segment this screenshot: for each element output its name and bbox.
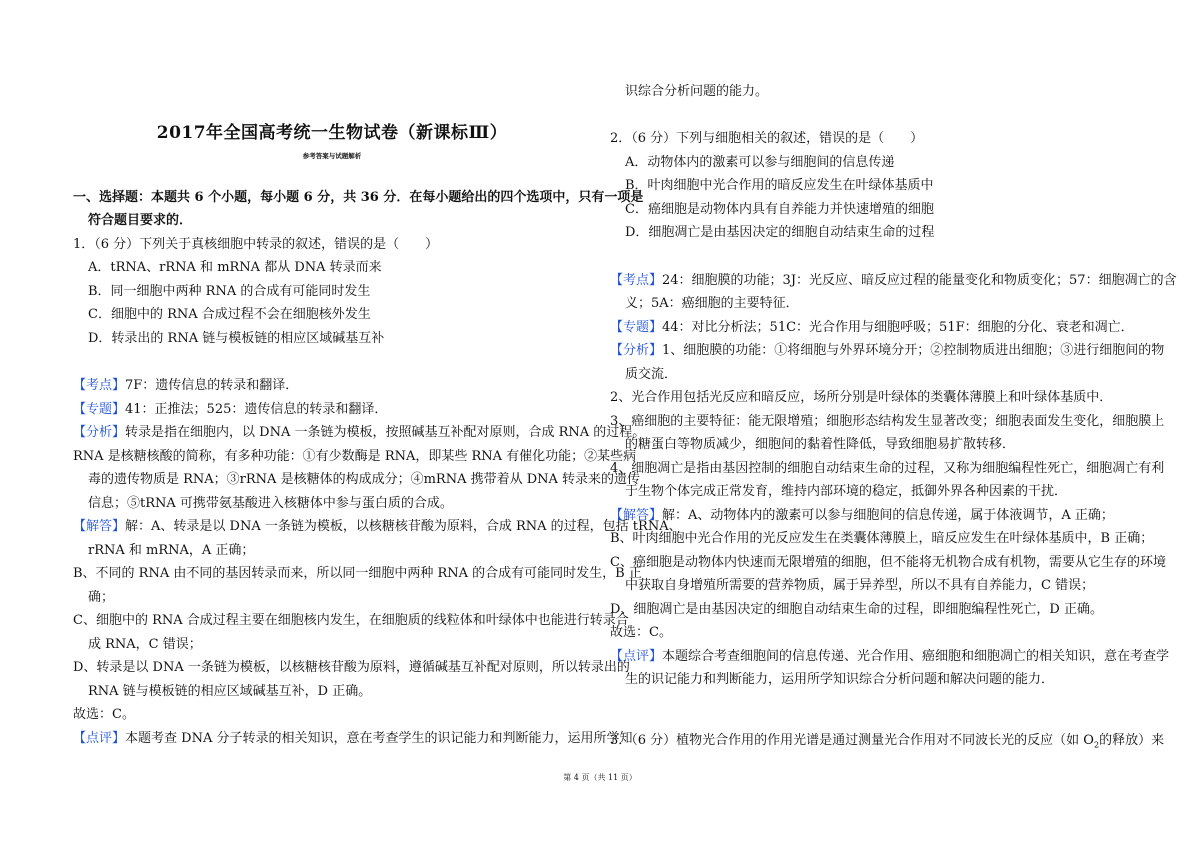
- line-text: 44：对比分析法；51C：光合作用与细胞呼吸；51F：细胞的分化、衰老和凋亡．: [662, 320, 1134, 335]
- line-text: 故选：C。: [73, 707, 135, 722]
- line-text: B、叶肉细胞中光合作用的光反应发生在类囊体薄膜上，暗反应发生在叶绿体基质中，B 正确；: [610, 531, 1154, 546]
- text-line: [610, 386, 1112, 410]
- line-text: 3、癌细胞的主要特征：能无限增殖；细胞形态结构发生显著改变；细胞表面发生变化，细胞膜上: [610, 414, 1165, 429]
- line-text: 生的识记能力和判断能力，运用所学知识综合分析问题和解决问题的能力．: [625, 672, 1055, 687]
- text-line: [88, 209, 192, 233]
- text-line: [625, 174, 934, 198]
- page-title: 2017年全国高考统一生物试卷（新课标Ⅲ）: [156, 123, 508, 143]
- text-line: [625, 198, 934, 222]
- text-line: [610, 339, 1164, 363]
- text-line: [88, 327, 384, 351]
- text-line: [73, 186, 643, 210]
- text-line: [88, 539, 254, 563]
- text-line: [73, 374, 298, 398]
- line-text: B．叶肉细胞中光合作用的暗反应发生在叶绿体基质中: [625, 178, 934, 193]
- section-tag: 【考点】: [73, 378, 126, 393]
- line-text: 24：细胞膜的功能；3J：光反应、暗反应过程的能量变化和物质变化；57：细胞凋亡的含: [662, 273, 1177, 288]
- text-line: [73, 445, 636, 469]
- line-text: 信息；⑤tRNA 可携带氨基酸进入核糖体中参与蛋白质的合成。: [88, 496, 453, 511]
- line-text: 转录是指在细胞内，以 DNA 一条链为模板，按照碱基互补配对原则，合成 RNA 的过程。: [125, 425, 646, 440]
- text-line: [625, 221, 934, 245]
- text-line: [73, 421, 645, 445]
- line-text: 41：正推法；525：遗传信息的转录和翻译．: [125, 402, 388, 417]
- text-line: [625, 433, 1015, 457]
- line-text: 解：A、转录是以 DNA 一条链为模板，以核糖核苷酸为原料，合成 RNA 的过程，包括 tRNA、: [125, 519, 682, 534]
- section-tag: 【分析】: [610, 343, 663, 358]
- text-line: [88, 680, 371, 704]
- text-line: [625, 80, 768, 104]
- line-text: 的糖蛋白等物质减少，细胞间的黏着性降低，导致细胞易扩散转移．: [625, 437, 1016, 452]
- text-line: [88, 303, 371, 327]
- line-text: 2．（6 分）下列与细胞相关的叙述，错误的是（ ）: [610, 131, 924, 146]
- line-text: 符合题目要求的．: [88, 213, 193, 228]
- text-line: [88, 492, 453, 516]
- text-line: [625, 292, 799, 316]
- line-text: C．细胞中的 RNA 合成过程不会在细胞核外发生: [88, 307, 371, 322]
- text-line: [88, 280, 370, 304]
- text-line: [73, 656, 630, 680]
- line-text: C、细胞中的 RNA 合成过程主要在细胞核内发生，在细胞质的线粒体和叶绿体中也能进行转录合: [73, 613, 629, 628]
- text-line: [610, 316, 1134, 340]
- line-text: D．细胞凋亡是由基因决定的细胞自动结束生命的过程: [625, 225, 935, 240]
- page-footer: 第 4 页（共 11 页）: [563, 773, 637, 782]
- line-text: 4、细胞凋亡是指由基因控制的细胞自动结束生命的过程，又称为细胞编程性死亡，细胞凋亡有利: [610, 461, 1165, 476]
- line-text: 故选：C。: [610, 625, 672, 640]
- line-text: RNA 链与模板链的相应区域碱基互补，D 正确。: [88, 684, 372, 699]
- line-text: A．tRNA、rRNA 和 mRNA 都从 DNA 转录而来: [88, 260, 382, 275]
- line-text: D、转录是以 DNA 一条链为模板，以核糖核苷酸为原料，遵循碱基互补配对原则，所以转录出的: [73, 660, 630, 675]
- line-text: 一、选择题：本题共 6 个小题，每小题 6 分，共 36 分．在每小题给出的四个选项中，只有一项是: [73, 190, 644, 205]
- line-text: C．癌细胞是动物体内具有自养能力并快速增殖的细胞: [625, 202, 934, 217]
- text-line: [73, 727, 632, 751]
- line-text: 1．（6 分）下列关于真核细胞中转录的叙述，错误的是（ ）: [73, 237, 439, 252]
- line-text: D．转录出的 RNA 链与模板链的相应区域碱基互补: [88, 331, 385, 346]
- text-line: [610, 598, 1103, 622]
- text-line: [610, 410, 1164, 434]
- section-tag: 【考点】: [610, 273, 663, 288]
- text-line: [610, 457, 1164, 481]
- question-3-text-end: 的释放）来: [1099, 733, 1165, 748]
- text-line: [88, 633, 202, 657]
- text-line: [610, 645, 1169, 669]
- text-line: [625, 480, 1067, 504]
- line-text: rRNA 和 mRNA，A 正确；: [88, 543, 255, 558]
- text-line: [73, 515, 682, 539]
- text-line: [73, 233, 438, 257]
- line-text: C、癌细胞是动物体内快速而无限增殖的细胞，但不能将无机物合成有机物，需要从它生存的环境: [610, 555, 1166, 570]
- line-text: 义；5A：癌细胞的主要特征．: [625, 296, 799, 311]
- section-tag: 【点评】: [610, 649, 663, 664]
- text-line: [73, 398, 387, 422]
- text-line: [73, 609, 629, 633]
- text-line: [610, 269, 1177, 293]
- text-line: [73, 703, 135, 727]
- line-text: 成 RNA，C 错误；: [88, 637, 202, 652]
- line-text: 识综合分析问题的能力。: [625, 84, 769, 99]
- section-tag: 【解答】: [73, 519, 126, 534]
- text-line: [610, 127, 923, 151]
- text-line: [625, 151, 894, 175]
- text-line: [610, 551, 1166, 575]
- text-line: [625, 363, 677, 387]
- line-text: B、不同的 RNA 由不同的基因转录而来，所以同一细胞中两种 RNA 的合成有可能同时发生，B 正: [73, 566, 642, 581]
- text-line: [88, 586, 114, 610]
- line-text: 本题考查 DNA 分子转录的相关知识，意在考查学生的识记能力和判断能力，运用所学知: [125, 731, 633, 746]
- text-line: [610, 527, 1153, 551]
- line-text: D、细胞凋亡是由基因决定的细胞自动结束生命的过程，即细胞编程性死亡，D 正确。: [610, 602, 1103, 617]
- question-3-subscript: 2: [1093, 740, 1100, 750]
- section-tag: 【点评】: [73, 731, 126, 746]
- text-line: [625, 668, 1054, 692]
- question-3-text: 3．（6 分）植物光合作用的作用光谱是通过测量光合作用对不同波长光的反应（如 O: [610, 733, 1094, 748]
- line-text: 质交流．: [625, 367, 678, 382]
- line-text: 本题综合考查细胞间的信息传递、光合作用、癌细胞和细胞凋亡的相关知识，意在考查学: [662, 649, 1170, 664]
- line-text: 1、细胞膜的功能：①将细胞与外界环境分开；②控制物质进出细胞；③进行细胞间的物: [662, 343, 1165, 358]
- section-tag: 【分析】: [73, 425, 126, 440]
- line-text: 确；: [88, 590, 115, 605]
- text-line: [88, 468, 640, 492]
- line-text: RNA 是核糖核酸的简称，有多种功能：①有少数酶是 RNA，即某些 RNA 有催化功能；②某些病: [73, 449, 637, 464]
- line-text: 7F：遗传信息的转录和翻译．: [125, 378, 299, 393]
- line-text: 中获取自身增殖所需要的营养物质，属于异养型，所以不具有自养能力，C 错误；: [625, 578, 1095, 593]
- text-line: [610, 504, 1114, 528]
- text-line: [610, 621, 672, 645]
- section-tag: 【专题】: [610, 320, 663, 335]
- line-text: 解：A、动物体内的激素可以参与细胞间的信息传递，属于体液调节，A 正确；: [662, 508, 1114, 523]
- line-text: 2、光合作用包括光反应和暗反应，场所分别是叶绿体的类囊体薄膜上和叶绿体基质中．: [610, 390, 1113, 405]
- text-line: [73, 562, 642, 586]
- line-text: A．动物体内的激素可以参与细胞间的信息传递: [625, 155, 895, 170]
- question-3-line: [610, 729, 1164, 757]
- page-subtitle: 参考答案与试题解析: [302, 152, 362, 160]
- section-tag: 【专题】: [73, 402, 126, 417]
- line-text: B．同一细胞中两种 RNA 的合成有可能同时发生: [88, 284, 371, 299]
- text-line: [88, 256, 382, 280]
- text-line: [625, 574, 1094, 598]
- line-text: 毒的遗传物质是 RNA；③rRNA 是核糖体的构成成分；④mRNA 携带着从 DNA 转录来的遗传: [88, 472, 641, 487]
- section-tag: 【解答】: [610, 508, 663, 523]
- line-text: 于生物个体完成正常发育，维持内部环境的稳定，抵御外界各种因素的干扰．: [625, 484, 1068, 499]
